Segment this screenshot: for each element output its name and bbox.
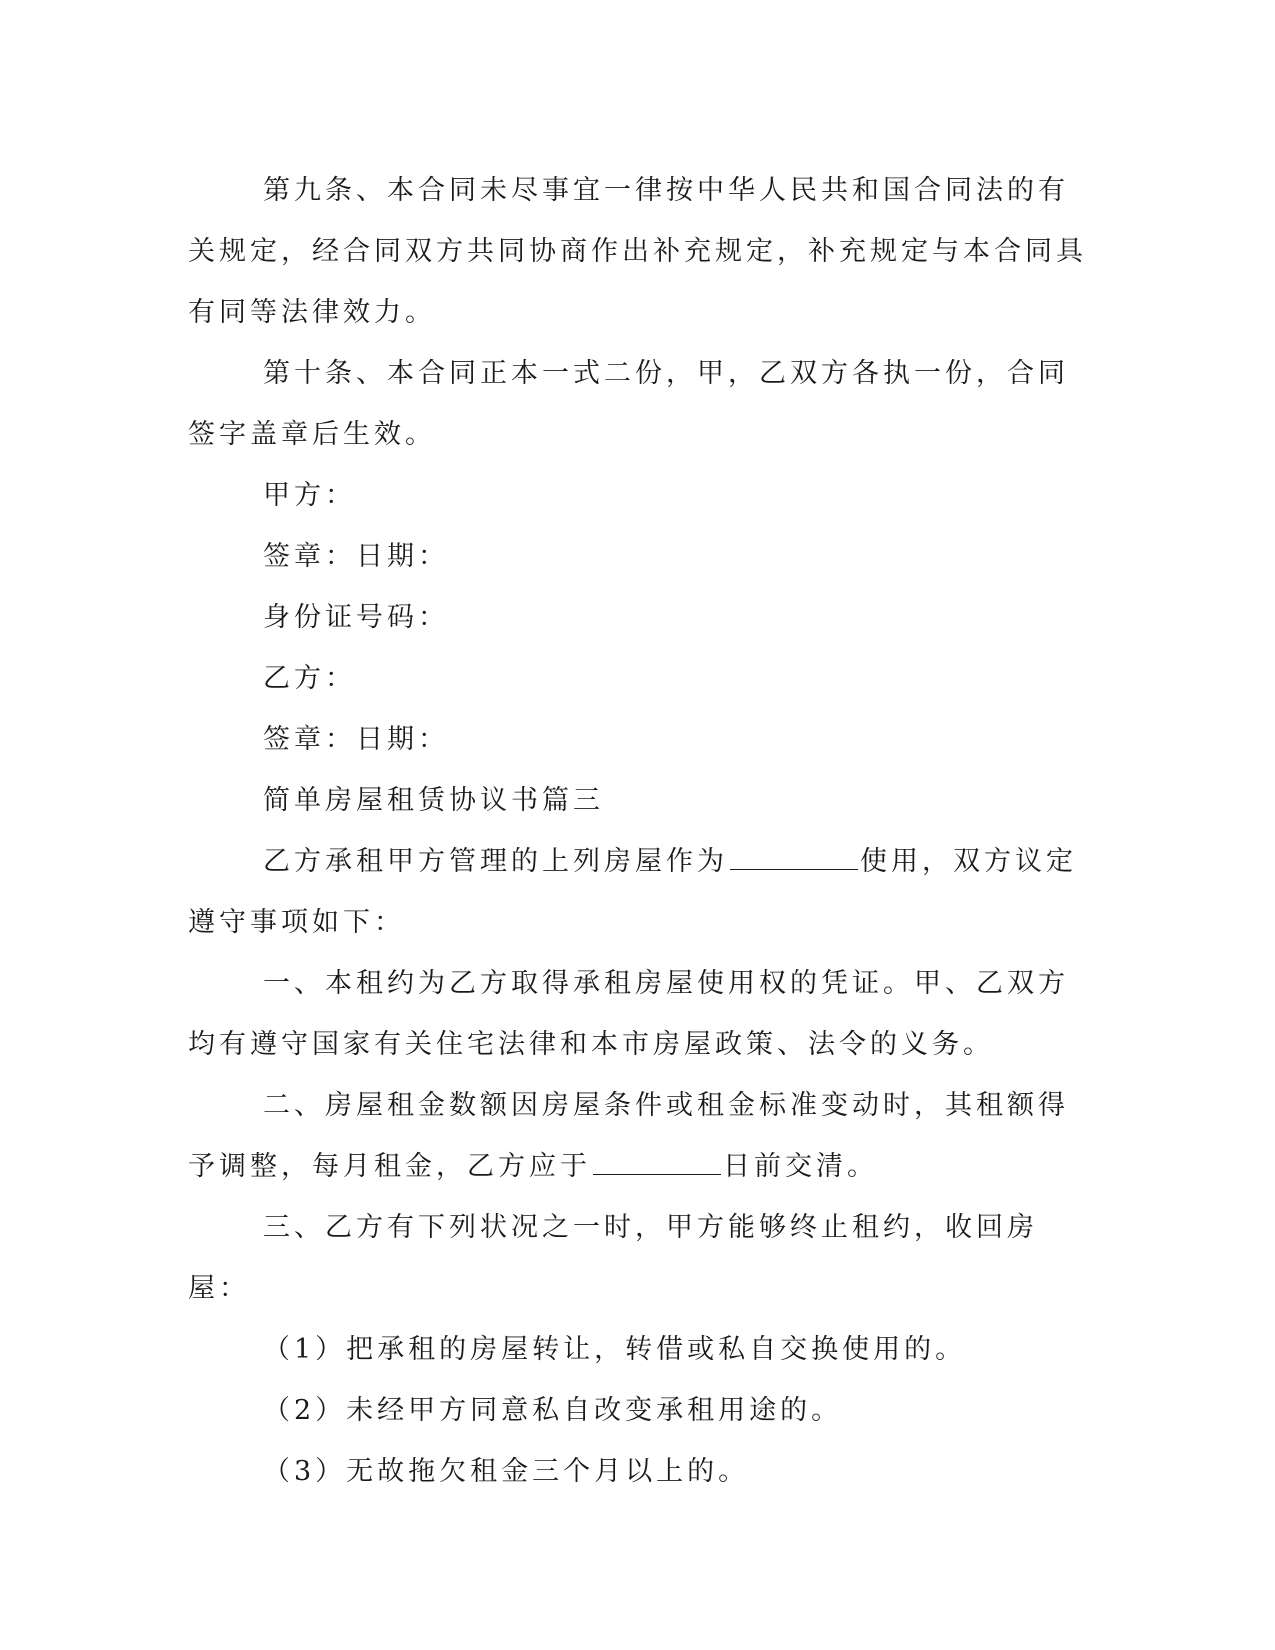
article-9: 第九条、本合同未尽事宜一律按中华人民共和国合同法的有关规定，经合同双方共同协商作出补充规定，补充规定与本合同具有同等法律效力。 [188,175,1087,328]
clause-2 [188,1075,1088,1197]
intro-text-after: 使用，双方议定遵守事项如下： [188,846,1077,938]
list-item: （2）未经甲方同意私自改变承租用途的。 [263,1395,843,1426]
document-page [188,160,1088,1502]
clause-1: 一、本租约为乙方取得承租房屋使用权的凭证。甲、乙双方均有遵守国家有关住宅法律和本市房屋政策、法令的义务。 [188,968,1069,1060]
party-a-label: 甲方： [263,480,356,511]
clause-3: 三、乙方有下列状况之一时，甲方能够终止租约，收回房屋： [188,1212,1038,1304]
article-10: 第十条、本合同正本一式二份，甲，乙双方各执一份，合同签字盖章后生效。 [188,358,1069,450]
clause-2-text-before: 二、房屋租金数额因房屋条件或租金标准变动时，其租额得予调整，每月租金，乙方应于 [188,1090,1069,1182]
clause-2-text-after: 日前交清。 [723,1151,878,1182]
section-title: 简单房屋租赁协议书篇三 [263,785,604,816]
list-item: （3）无故拖欠租金三个月以上的。 [263,1456,750,1487]
payment-day-blank [593,1152,721,1175]
intro-text-before: 乙方承租甲方管理的上列房屋作为 [263,846,728,877]
usage-blank [730,847,858,870]
intro-paragraph [188,831,1088,953]
party-b-label: 乙方： [263,663,356,694]
list-item: （1）把承租的房屋转让，转借或私自交换使用的。 [263,1334,967,1365]
party-b-signature-date: 签章：日期： [263,724,449,755]
party-a-signature-date: 签章：日期： [263,541,449,572]
party-a-id-number: 身份证号码： [263,602,449,633]
